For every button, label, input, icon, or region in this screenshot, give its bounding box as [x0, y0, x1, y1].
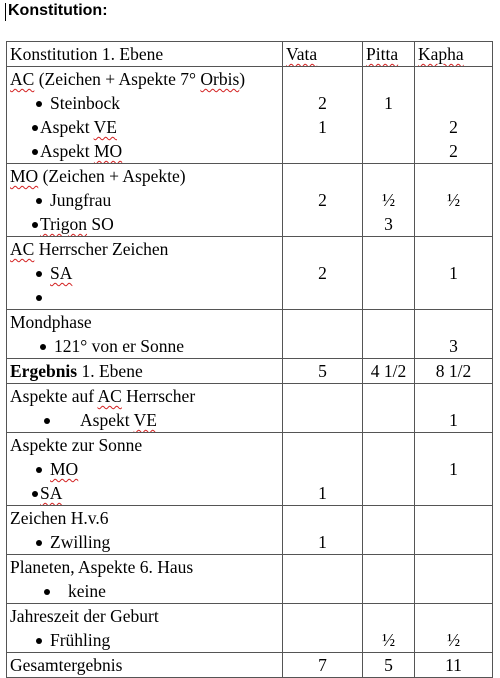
ac-vata-cell: 2 1: [283, 67, 363, 164]
aspso-vata-cell: 1: [283, 433, 363, 506]
total-label-cell: Gesamtergebnis: [7, 653, 283, 678]
total-kapha-cell: 11: [415, 653, 493, 678]
aspso-title: Aspekte zur Sonne: [10, 435, 143, 455]
table-row-ac-herrscher: [7, 237, 493, 310]
table-row-aspekte-sonne: [7, 433, 493, 506]
bullet-icon: [32, 149, 38, 155]
mo-item-jungfrau: Jungfrau: [10, 188, 279, 212]
mond-pitta-cell: [363, 310, 415, 359]
zeichen-label-cell: [7, 506, 283, 555]
konstitution-table: [6, 41, 493, 678]
mond-vata-cell: [283, 310, 363, 359]
ac-title: AC (Zeichen + Aspekte 7° Orbis): [10, 69, 246, 89]
mond-kapha-cell: 3: [415, 310, 493, 359]
ac-item-aspekt-mo: Aspekt MO: [10, 139, 279, 163]
zeichen-title: Zeichen H.v.6: [10, 508, 109, 528]
ach-kapha-cell: 1: [415, 237, 493, 310]
mond-item: 121° von er Sonne: [10, 334, 279, 358]
ac-item-aspekt-ve: Aspekt VE: [10, 115, 279, 139]
result1-pitta-cell: 4 1/2: [363, 359, 415, 384]
aspac-label-cell: [7, 384, 283, 433]
document-heading: Konstitution:: [8, 2, 108, 19]
mo-vata-cell: 2: [283, 164, 363, 237]
result1-label-cell: Ergebnis 1. Ebene: [7, 359, 283, 384]
bullet-icon: [36, 540, 42, 546]
header-kapha: Kapha: [418, 44, 464, 64]
aspso-pitta-cell: [363, 433, 415, 506]
bullet-icon: [32, 222, 38, 228]
zeichen-item: Zwilling: [10, 530, 279, 554]
ach-item-empty: [10, 285, 279, 309]
table-row-ergebnis: [7, 359, 493, 384]
bullet-icon: [32, 491, 38, 497]
ac-label-cell: [7, 67, 283, 164]
bullet-icon: [36, 638, 42, 644]
ach-vata-cell: 2: [283, 237, 363, 310]
planeten-item: keine: [10, 579, 279, 603]
jahreszeit-item: Frühling: [10, 628, 279, 652]
table-row-planeten: [7, 555, 493, 604]
aspso-item-mo: MO: [10, 457, 279, 481]
bullet-icon: [32, 125, 38, 131]
mond-title: Mondphase: [10, 312, 92, 332]
ach-label-cell: [7, 237, 283, 310]
total-pitta-cell: 5: [363, 653, 415, 678]
table-row-jahreszeit: [7, 604, 493, 653]
aspso-item-sa: SA: [10, 481, 279, 505]
planeten-title: Planeten, Aspekte 6. Haus: [10, 557, 194, 577]
planeten-kapha-cell: [415, 555, 493, 604]
table-row-aspekte-ac: [7, 384, 493, 433]
aspac-kapha-cell: 1: [415, 384, 493, 433]
bullet-icon: [36, 295, 42, 301]
aspso-label-cell: [7, 433, 283, 506]
header-vata-cell: [283, 42, 363, 67]
jahreszeit-label-cell: [7, 604, 283, 653]
ac-kapha-cell: 2 2: [415, 67, 493, 164]
bullet-icon: [44, 418, 50, 424]
table-row-mondphase: [7, 310, 493, 359]
table-row-zeichen: [7, 506, 493, 555]
zeichen-kapha-cell: [415, 506, 493, 555]
table-row-ac: [7, 67, 493, 164]
result1-vata-cell: 5: [283, 359, 363, 384]
aspac-title: Aspekte auf AC Herrscher: [10, 386, 196, 406]
mo-pitta-cell: ½ 3: [363, 164, 415, 237]
aspac-pitta-cell: [363, 384, 415, 433]
zeichen-vata-cell: 1: [283, 506, 363, 555]
jahreszeit-pitta-cell: ½: [363, 604, 415, 653]
planeten-vata-cell: [283, 555, 363, 604]
ach-title: AC Herrscher Zeichen: [10, 239, 169, 259]
mond-label-cell: [7, 310, 283, 359]
header-pitta: Pitta: [366, 44, 399, 64]
ach-item-sa: SA: [10, 261, 279, 285]
ac-item-steinbock: Steinbock: [10, 91, 279, 115]
total-vata-cell: 7: [283, 653, 363, 678]
mo-item-trigon: Trigon SO: [10, 212, 279, 236]
planeten-label-cell: [7, 555, 283, 604]
jahreszeit-kapha-cell: ½: [415, 604, 493, 653]
table-row-gesamtergebnis: [7, 653, 493, 678]
aspac-vata-cell: [283, 384, 363, 433]
ach-pitta-cell: [363, 237, 415, 310]
aspso-kapha-cell: 1: [415, 433, 493, 506]
table-row-mo: [7, 164, 493, 237]
header-label-cell: Konstitution 1. Ebene: [7, 42, 283, 67]
header-pitta-cell: [363, 42, 415, 67]
mo-title: MO (Zeichen + Aspekte): [10, 166, 186, 186]
header-row: [7, 42, 493, 67]
bullet-icon: [40, 344, 46, 350]
bullet-icon: [36, 101, 42, 107]
mo-kapha-cell: ½: [415, 164, 493, 237]
header-vata: Vata: [286, 44, 318, 64]
zeichen-pitta-cell: [363, 506, 415, 555]
result1-kapha-cell: 8 1/2: [415, 359, 493, 384]
mo-label-cell: [7, 164, 283, 237]
bullet-icon: [36, 271, 42, 277]
bullet-icon: [44, 589, 50, 595]
jahreszeit-vata-cell: [283, 604, 363, 653]
planeten-pitta-cell: [363, 555, 415, 604]
text-cursor: [5, 3, 6, 21]
jahreszeit-title: Jahreszeit der Geburt: [10, 606, 159, 626]
aspac-item: Aspekt VE: [10, 408, 279, 432]
bullet-icon: [36, 467, 42, 473]
bullet-icon: [36, 198, 42, 204]
header-kapha-cell: [415, 42, 493, 67]
ac-pitta-cell: 1: [363, 67, 415, 164]
